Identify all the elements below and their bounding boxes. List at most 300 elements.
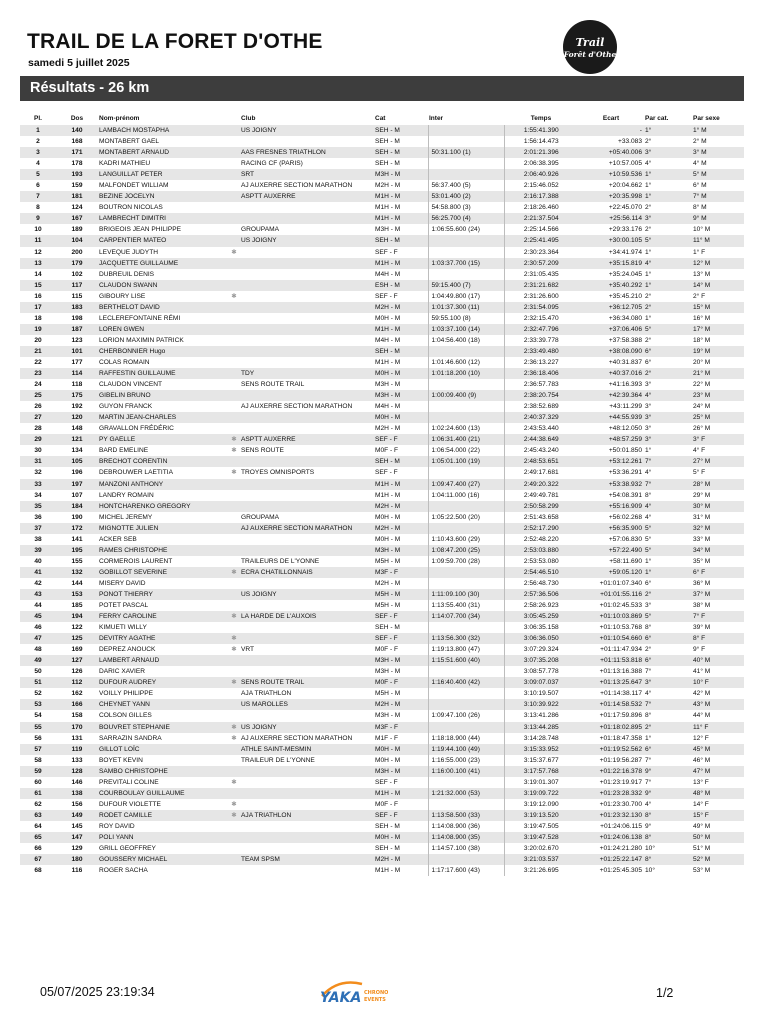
col-header-category: Cat [375, 115, 386, 122]
cell-sex-rank: 20° M [693, 358, 711, 366]
table-row [20, 644, 744, 655]
cell-sex-rank: 53° M [693, 867, 711, 875]
cell-place: 58 [34, 756, 42, 764]
cell-flag [228, 545, 240, 556]
cell-time: 2:48:53.651 [504, 456, 578, 467]
table-row [20, 766, 744, 777]
cell-cat-rank: 6° [645, 358, 652, 366]
cell-category: M1H - M [374, 324, 428, 335]
cell-place: 25 [20, 390, 56, 401]
cell-bib: 147 [56, 832, 98, 843]
cell-bib: 167 [56, 213, 98, 224]
cell-name: LANGUILLAT PETER [98, 169, 228, 180]
cell-time: 3:13:44.285 [504, 722, 578, 733]
cell-club [240, 799, 374, 810]
cell-cat-rank: 9° [644, 766, 692, 777]
cell-flag [228, 379, 240, 390]
cell-sex-rank: 18° M [693, 336, 711, 344]
cell-place: 5 [20, 169, 56, 180]
cell-bib: 168 [71, 138, 83, 146]
cell-gap: +59:05.120 [578, 567, 644, 578]
cell-category: SEH - M [375, 624, 400, 632]
cell-place: 28 [34, 425, 42, 433]
cell-gap: +01:25:22.147 [578, 854, 644, 865]
cell-flag: ✱ [228, 633, 240, 644]
table-row [20, 666, 744, 677]
table-row [20, 722, 744, 733]
cell-sex-rank: 23° M [692, 390, 744, 401]
cell-place: 30 [34, 447, 42, 455]
cell-bib: 120 [56, 412, 98, 423]
cell-club: US MAROLLES [240, 699, 374, 710]
cell-gap: +01:10:53.768 [599, 624, 642, 632]
cell-place: 19 [20, 324, 56, 335]
cell-category: M3F - F [374, 567, 428, 578]
cell-time: 3:15:37.677 [523, 756, 559, 764]
table-row [20, 224, 744, 235]
cell-time: 2:31:21.682 [504, 280, 578, 291]
cell-name: GRAVALLON FRÉDÉRIC [99, 425, 174, 433]
table-row [20, 710, 744, 721]
cell-place: 44 [34, 602, 42, 610]
cell-sex-rank: 41° M [693, 668, 711, 676]
results-banner [20, 76, 744, 101]
cell-bib: 141 [71, 535, 83, 543]
cell-flag [228, 136, 240, 147]
cell-inter [428, 379, 504, 390]
cell-flag [228, 788, 240, 799]
cell-bib: 133 [71, 756, 83, 764]
cell-time: 2:31:26.600 [523, 292, 559, 300]
table-row [20, 512, 744, 523]
table-row [20, 423, 744, 434]
cell-category: M3H - M [375, 226, 401, 234]
cell-gap: +22:45.070 [608, 204, 642, 212]
cell-inter: 1:14:08.900 (35) [428, 832, 504, 843]
cell-place: 66 [34, 845, 42, 853]
cell-name: DARIC XAVIER [99, 668, 146, 676]
print-timestamp: 05/07/2025 23:19:34 [40, 985, 155, 999]
cell-club [240, 412, 374, 423]
cell-name: LOREN GWEN [98, 324, 228, 335]
cell-gap: +57:06.830 [608, 535, 642, 543]
cell-time: 3:09:07.037 [504, 677, 578, 688]
table-row [20, 357, 744, 368]
table-row [20, 379, 744, 390]
cell-club: VRT [241, 646, 255, 654]
cell-inter: 1:15:51.600 (40) [428, 655, 504, 666]
cell-place: 55 [20, 722, 56, 733]
cell-club: RACING CF (PARIS) [241, 160, 303, 168]
table-row [20, 467, 744, 478]
col-header-gap: Ecart [602, 115, 620, 122]
cell-club: ASPTT AUXERRE [240, 434, 374, 445]
cell-gap: +01:14:38.117 [600, 690, 642, 698]
cell-name: ACKER SEB [99, 535, 137, 543]
cell-sex-rank: 1° M [692, 125, 744, 136]
cell-place: 45 [20, 611, 56, 622]
cell-category: M1H - M [374, 479, 428, 490]
cell-name: LANDRY ROMAIN [99, 491, 154, 499]
cell-cat-rank: 7° [644, 699, 692, 710]
cell-time: 2:36:18.406 [504, 368, 578, 379]
cell-bib: 179 [56, 258, 98, 269]
cell-gap: +42:39.364 [578, 390, 644, 401]
cell-time: 2:30:23.364 [523, 248, 559, 256]
cell-cat-rank: 8° [644, 832, 692, 843]
cell-inter: 1:04:56.400 (18) [428, 335, 504, 346]
cell-bib: 112 [56, 677, 98, 688]
cell-club: AJ AUXERRE SECTION MARATHON [241, 403, 353, 411]
cell-flag: ✱ [228, 611, 240, 622]
cell-cat-rank: 10° [645, 845, 655, 853]
cell-name: MARTIN JEAN-CHARLES [98, 412, 228, 423]
cell-inter: 1:16:00.100 (41) [428, 766, 504, 777]
cell-cat-rank: 7° [644, 479, 692, 490]
cell-flag [228, 390, 240, 401]
cell-name: GILLOT LOÏC [98, 744, 228, 755]
cell-time: 2:45:43.240 [523, 447, 559, 455]
cell-category: M4H - M [375, 270, 401, 278]
cell-time: 2:36:13.227 [523, 358, 559, 366]
cell-name: COLSON GILLES [99, 712, 152, 720]
cell-flag [228, 699, 240, 710]
table-row [20, 490, 744, 501]
cell-flag [228, 501, 240, 512]
cell-inter: 1:14:57.100 (38) [428, 843, 504, 854]
cell-category: SEH - M [374, 346, 428, 357]
cell-time: 3:14:28.748 [523, 734, 559, 742]
table-row [20, 688, 744, 699]
cell-flag [228, 534, 240, 545]
cell-club: US JOIGNY [240, 125, 374, 136]
cell-place: 39 [20, 545, 56, 556]
cell-time: 2:32:15.470 [523, 314, 559, 322]
cell-time: 3:21:26.695 [523, 867, 559, 875]
cell-bib: 183 [56, 302, 98, 313]
cell-cat-rank: 6° [644, 744, 692, 755]
cell-place: 31 [20, 456, 56, 467]
cell-category: M3H - M [374, 390, 428, 401]
cell-inter [428, 523, 504, 534]
cell-category: M5H - M [375, 557, 401, 565]
cell-inter: 1:13:55.400 (31) [428, 600, 504, 611]
page-title: TRAIL DE LA FORET D'OTHE [27, 30, 323, 53]
cell-time: 2:58:26.923 [523, 602, 559, 610]
cell-flag: ✱ [228, 722, 240, 733]
cell-cat-rank: 5° [644, 611, 692, 622]
cell-cat-rank: 1° [645, 248, 652, 256]
table-row [20, 125, 744, 136]
cell-category: M1H - M [375, 204, 401, 212]
cell-name: VOILLY PHILIPPE [99, 690, 153, 698]
cell-place: 17 [20, 302, 56, 313]
cell-gap: +01:23:30.700 [599, 800, 642, 808]
logo-text-trail: Trail [575, 36, 605, 49]
cell-sex-rank: 19° M [692, 346, 744, 357]
cell-name: DEBROUWER LAETITIA [99, 469, 174, 477]
cell-place: 65 [20, 832, 56, 843]
results-title: Résultats - 26 km [30, 80, 150, 96]
cell-sex-rank: 6° M [693, 182, 707, 190]
cell-place: 15 [20, 280, 56, 291]
cell-bib: 127 [56, 655, 98, 666]
cell-gap: +01:23:28.332 [578, 788, 644, 799]
cell-time: 2:31:54.095 [504, 302, 578, 313]
cell-flag: ✱ [231, 248, 237, 256]
cell-place: 47 [20, 633, 56, 644]
cell-category: SEF - F [374, 434, 428, 445]
cell-category: M2H - M [374, 699, 428, 710]
cell-gap: +01:11:53.818 [578, 655, 644, 666]
cell-category: M0H - M [374, 832, 428, 843]
cell-sex-rank: 24° M [693, 403, 711, 411]
cell-gap: +35:24.045 [608, 270, 642, 278]
cell-cat-rank: 5° [644, 235, 692, 246]
table-row [20, 456, 744, 467]
cell-sex-rank: 47° M [692, 766, 744, 777]
cell-flag [228, 280, 240, 291]
cell-flag [228, 269, 240, 280]
event-date: samedi 5 juillet 2025 [28, 57, 130, 69]
cell-cat-rank: 3° [644, 677, 692, 688]
table-row [20, 843, 744, 854]
table-row [20, 445, 744, 456]
cell-time: 2:57:36.506 [504, 589, 578, 600]
cell-gap: - [578, 125, 644, 136]
cell-club [240, 202, 374, 213]
cell-flag [228, 423, 240, 434]
cell-place: 8 [36, 204, 40, 212]
cell-time: 2:51:43.658 [523, 513, 559, 521]
table-row [20, 313, 744, 324]
cell-cat-rank: 10° [645, 867, 655, 875]
cell-name: GOUSSERY MICHAEL [98, 854, 228, 865]
cell-place: 16 [34, 292, 42, 300]
cell-name: DUFOUR AUDREY [98, 677, 228, 688]
cell-bib: 184 [56, 501, 98, 512]
cell-category: SEF - F [374, 810, 428, 821]
cell-inter: 1:09:47.100 (26) [428, 710, 504, 721]
cell-inter [428, 125, 504, 136]
cell-category: SEH - M [374, 235, 428, 246]
cell-place: 54 [34, 712, 42, 720]
cell-gap: +10:57.005 [608, 160, 642, 168]
cell-club [240, 335, 374, 346]
cell-club: LA HARDE DE L'AUXOIS [240, 611, 374, 622]
cell-club [240, 346, 374, 357]
cell-name: HONTCHARENKO GREGORY [98, 501, 228, 512]
cell-category: M1H - M [374, 788, 428, 799]
cell-gap: +36:12.705 [578, 302, 644, 313]
cell-bib: 115 [71, 292, 83, 300]
cell-place: 53 [20, 699, 56, 710]
cell-sex-rank: 11° M [692, 235, 744, 246]
cell-time: 1:55:41.390 [504, 125, 578, 136]
cell-place: 63 [20, 810, 56, 821]
table-row [20, 832, 744, 843]
cell-time: 2:18:26.460 [523, 204, 559, 212]
cell-club: GROUPAMA [241, 513, 279, 521]
cell-name: CHEYNET YANN [98, 699, 228, 710]
cell-sex-rank: 3° F [692, 434, 744, 445]
table-row [20, 744, 744, 755]
cell-flag [228, 213, 240, 224]
cell-time: 3:10:39.922 [504, 699, 578, 710]
cell-sex-rank: 32° M [692, 523, 744, 534]
cell-sex-rank: 42° M [693, 690, 711, 698]
cell-place: 34 [34, 491, 42, 499]
cell-club [240, 490, 374, 501]
cell-place: 7 [20, 191, 56, 202]
cell-flag [228, 744, 240, 755]
cell-gap: +40:37.016 [578, 368, 644, 379]
table-row [20, 335, 744, 346]
cell-name: ROGER SACHA [99, 867, 148, 875]
cell-sex-rank: 40° M [692, 655, 744, 666]
cell-sex-rank: 2° M [693, 138, 707, 146]
cell-club: US JOIGNY [240, 722, 374, 733]
cell-bib: 158 [71, 712, 83, 720]
cell-place: 68 [34, 867, 42, 875]
cell-time: 2:56:48.730 [523, 579, 559, 587]
yaka-brand-text: YAKA [320, 990, 362, 1006]
cell-cat-rank: 5° [644, 324, 692, 335]
cell-name: COURBOULAY GUILLAUME [98, 788, 228, 799]
cell-club: AJA TRIATHLON [241, 690, 292, 698]
cell-category: M1H - M [375, 491, 401, 499]
cell-sex-rank: 44° M [693, 712, 711, 720]
cell-category: M0F - F [375, 800, 399, 808]
cell-sex-rank: 37° M [692, 589, 744, 600]
cell-category: M0H - M [374, 412, 428, 423]
table-row [20, 269, 744, 280]
cell-place: 6 [36, 182, 40, 190]
cell-bib: 144 [71, 579, 83, 587]
cell-club [240, 423, 374, 434]
cell-cat-rank: 8° [644, 810, 692, 821]
cell-gap: +29:33.176 [608, 226, 642, 234]
table-row [20, 755, 744, 766]
cell-bib: 101 [56, 346, 98, 357]
cell-club [240, 843, 374, 854]
cell-flag [228, 180, 240, 191]
cell-time: 2:52:48.220 [523, 535, 559, 543]
cell-time: 2:53:53.080 [523, 557, 559, 565]
cell-category: M3H - M [375, 668, 401, 676]
cell-club: TROYES OMNISPORTS [241, 469, 315, 477]
cell-name: BRECHOT CORENTIN [98, 456, 228, 467]
cell-inter: 59:55.100 (8) [428, 313, 504, 324]
cell-inter [428, 158, 504, 169]
col-header-name: Nom-prénom [99, 115, 140, 122]
cell-gap: +01:19:56.287 [599, 756, 642, 764]
cell-place: 43 [20, 589, 56, 600]
cell-club [240, 600, 374, 611]
cell-cat-rank: 1° [644, 169, 692, 180]
cell-time: 2:54:46.510 [504, 567, 578, 578]
cell-bib: 129 [71, 845, 83, 853]
cell-place: 46 [34, 624, 42, 632]
cell-bib: 114 [56, 368, 98, 379]
cell-bib: 104 [56, 235, 98, 246]
cell-category: M3H - M [375, 712, 401, 720]
cell-category: M0H - M [375, 535, 401, 543]
table-header-row [20, 115, 744, 125]
cell-inter [428, 854, 504, 865]
cell-place: 64 [34, 822, 42, 830]
cell-sex-rank: 6° F [692, 567, 744, 578]
cell-sex-rank: 13° F [693, 778, 709, 786]
cell-sex-rank: 33° M [693, 535, 711, 543]
cell-category: M2H - M [374, 302, 428, 313]
cell-inter: 1:10:43.600 (29) [428, 534, 504, 545]
cell-club [240, 788, 374, 799]
cell-gap: +01:24:21.280 [599, 845, 642, 853]
cell-inter [428, 269, 504, 280]
cell-club: AJ AUXERRE SECTION MARATHON [240, 523, 374, 534]
cell-place: 22 [34, 358, 42, 366]
yaka-brand-sub-1: CHRONO [364, 990, 388, 996]
cell-club [240, 479, 374, 490]
cell-sex-rank: 21° M [692, 368, 744, 379]
cell-club [240, 865, 374, 876]
cell-bib: 192 [71, 403, 83, 411]
cell-place: 32 [34, 469, 42, 477]
cell-place: 35 [20, 501, 56, 512]
cell-cat-rank: 2° [644, 368, 692, 379]
cell-inter [428, 235, 504, 246]
cell-bib: 196 [71, 469, 83, 477]
cell-name: LAMBRECHT DIMITRI [98, 213, 228, 224]
cell-bib: 170 [56, 722, 98, 733]
cell-gap: +01:18:02.895 [578, 722, 644, 733]
cell-inter: 1:01:46.600 (12) [428, 357, 504, 368]
cell-time: 2:49:20.322 [504, 479, 578, 490]
cell-inter [428, 666, 504, 677]
cell-bib: 189 [71, 226, 83, 234]
table-row [20, 600, 744, 611]
cell-name: BRIGEOIS JEAN PHILIPPE [99, 226, 182, 234]
cell-flag [228, 589, 240, 600]
cell-gap: +05:40.006 [578, 147, 644, 158]
cell-bib: 126 [71, 668, 83, 676]
table-row [20, 346, 744, 357]
cell-sex-rank: 9° F [693, 646, 706, 654]
cell-gap: +01:02:45.533 [599, 602, 642, 610]
cell-time: 3:13:41.286 [523, 712, 559, 720]
cell-sex-rank: 45° M [692, 744, 744, 755]
cell-flag [228, 302, 240, 313]
cell-place: 37 [20, 523, 56, 534]
cell-club [240, 666, 374, 677]
cell-cat-rank: 2° [644, 589, 692, 600]
cell-inter: 1:19:44.100 (49) [428, 744, 504, 755]
cell-club [240, 821, 374, 832]
cell-sex-rank: 27° M [692, 456, 744, 467]
cell-bib: 134 [71, 447, 83, 455]
cell-gap: +53:38.932 [578, 479, 644, 490]
cell-category: M1H - M [375, 867, 401, 875]
cell-gap: +53:36.291 [608, 469, 642, 477]
cell-name: JACQUETTE GUILLAUME [98, 258, 228, 269]
cell-category: M0H - M [375, 513, 401, 521]
cell-flag [228, 556, 240, 567]
cell-flag [228, 235, 240, 246]
cell-time: 2:36:57.783 [523, 381, 559, 389]
cell-gap: +48:12.050 [608, 425, 642, 433]
cell-gap: +30:00.105 [578, 235, 644, 246]
